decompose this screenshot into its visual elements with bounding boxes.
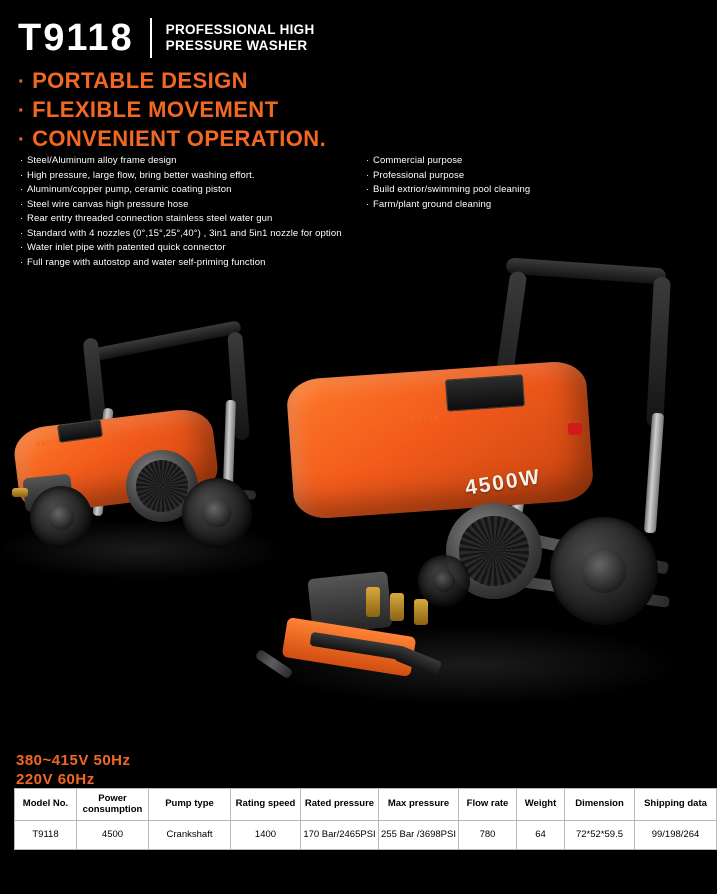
power-switch-icon: [568, 423, 582, 435]
list-item-label: Aluminum/copper pump, ceramic coating piston: [27, 184, 232, 195]
table-header-cell: Rating speed: [231, 789, 301, 821]
bullet-dot-icon: ·: [20, 213, 24, 224]
list-item: [20, 169, 350, 184]
wheel-left: [418, 555, 470, 607]
list-item: [20, 183, 350, 198]
feature-headline-label: CONVENIENT OPERATION.: [32, 126, 327, 152]
brand-label-small: T9118: [35, 438, 61, 449]
list-item: [366, 169, 666, 184]
table-header-cell: Model No.: [15, 789, 77, 821]
table-cell: 1400: [231, 821, 301, 850]
table-header-cell: Pump type: [149, 789, 231, 821]
bullet-dot-icon: ·: [20, 242, 24, 253]
list-item-label: Commercial purpose: [373, 155, 463, 166]
brass-fitting: [414, 599, 428, 625]
wattage-decal: 4500W: [463, 465, 543, 500]
title-divider: [150, 18, 152, 58]
bullet-dot-icon: ·: [18, 71, 26, 93]
table-row: [15, 821, 717, 850]
table-cell: 170 Bar/2465PSI: [301, 821, 379, 850]
page-title: T9118: [18, 17, 134, 59]
list-item-label: High pressure, large flow, bring better washing effort.: [27, 169, 255, 181]
table-header-cell: Power consumption: [77, 789, 149, 821]
brass-fitting: [390, 593, 404, 621]
product-image-small: [6, 290, 291, 580]
list-item: [20, 212, 350, 227]
page-subtitle: PROFESSIONAL HIGH PRESSURE WASHER: [165, 21, 315, 53]
specification-list-left: [20, 154, 350, 270]
bullet-dot-icon: ·: [20, 155, 24, 166]
handle-top-bar: [506, 257, 667, 284]
voltage-line-1: 380~415V 50Hz: [16, 752, 131, 769]
list-item: [366, 198, 666, 213]
list-item: [20, 198, 350, 213]
list-item-label: Professional purpose: [373, 169, 465, 181]
table-cell: 64: [517, 821, 565, 850]
handle-right-post: [646, 277, 671, 428]
product-photo-area: [0, 255, 717, 735]
feature-headline-label: FLEXIBLE MOVEMENT: [32, 97, 279, 123]
brass-fitting: [12, 488, 28, 497]
feature-headline: [18, 66, 326, 95]
list-item: [366, 154, 666, 169]
feature-headline: [18, 95, 326, 124]
table-cell: Crankshaft: [149, 821, 231, 850]
specification-table-wrapper: [14, 788, 707, 850]
list-item-label: Steel wire canvas high pressure hose: [27, 198, 189, 210]
table-header-cell: Rated pressure: [301, 789, 379, 821]
bullet-dot-icon: ·: [366, 184, 370, 195]
table-cell: 72*52*59.5: [565, 821, 635, 850]
list-item-label: Full range with autostop and water self-priming function: [27, 256, 266, 268]
product-image-large: [250, 255, 680, 705]
list-item: [20, 241, 350, 256]
table-header-cell: Shipping data: [635, 789, 717, 821]
table-cell: 780: [459, 821, 517, 850]
wheel-left: [30, 486, 92, 548]
table-cell: T9118: [15, 821, 77, 850]
bullet-dot-icon: ·: [20, 227, 24, 239]
table-cell: 255 Bar /3698PSI: [379, 821, 459, 850]
bullet-dot-icon: ·: [366, 198, 370, 210]
control-panel-decal: [445, 374, 525, 411]
brass-fitting: [366, 587, 380, 617]
specification-list-right: [366, 154, 666, 212]
bullet-dot-icon: ·: [366, 169, 370, 181]
handle-top-bar: [94, 320, 242, 361]
table-header-cell: Max pressure: [379, 789, 459, 821]
housing-shell: [285, 360, 594, 521]
list-item-label: Water inlet pipe with patented quick connector: [27, 242, 226, 253]
wheel-right: [182, 478, 252, 548]
list-item-label: Build extrior/swimming pool cleaning: [373, 184, 531, 195]
feature-headline-label: PORTABLE DESIGN: [32, 68, 248, 93]
bullet-dot-icon: ·: [366, 155, 370, 166]
list-item-label: Standard with 4 nozzles (0°,15°,25°,40°) , 3in1 and 5in1 nozzle for option: [27, 227, 342, 239]
table-header-cell: Flow rate: [459, 789, 517, 821]
table-cell: 99/198/264: [635, 821, 717, 850]
bullet-dot-icon: ·: [18, 100, 26, 123]
bullet-dot-icon: ·: [18, 129, 26, 152]
feature-headline: [18, 124, 326, 153]
feature-headline-list: [18, 66, 326, 153]
brand-label-large: T9118: [409, 411, 441, 425]
specification-table: [14, 788, 717, 850]
table-header-cell: Dimension: [565, 789, 635, 821]
wheel-right: [550, 517, 658, 625]
bullet-dot-icon: ·: [20, 169, 24, 181]
voltage-info: [16, 752, 131, 790]
list-item-label: Farm/plant ground cleaning: [373, 198, 492, 210]
bullet-dot-icon: ·: [20, 256, 24, 268]
list-item: [20, 154, 350, 169]
bullet-dot-icon: ·: [20, 198, 24, 210]
frame-right-rail: [644, 413, 664, 534]
table-header-cell: Weight: [517, 789, 565, 821]
list-item-label: Steel/Aluminum alloy frame design: [27, 155, 177, 166]
list-item: [366, 183, 666, 198]
table-cell: 4500: [77, 821, 149, 850]
table-header-row: [15, 789, 717, 821]
voltage-line-2: 220V 60Hz: [16, 770, 95, 788]
list-item-label: Rear entry threaded connection stainless steel water gun: [27, 213, 273, 224]
bullet-dot-icon: ·: [20, 184, 24, 195]
page-header: [18, 18, 336, 58]
list-item: [20, 227, 350, 242]
